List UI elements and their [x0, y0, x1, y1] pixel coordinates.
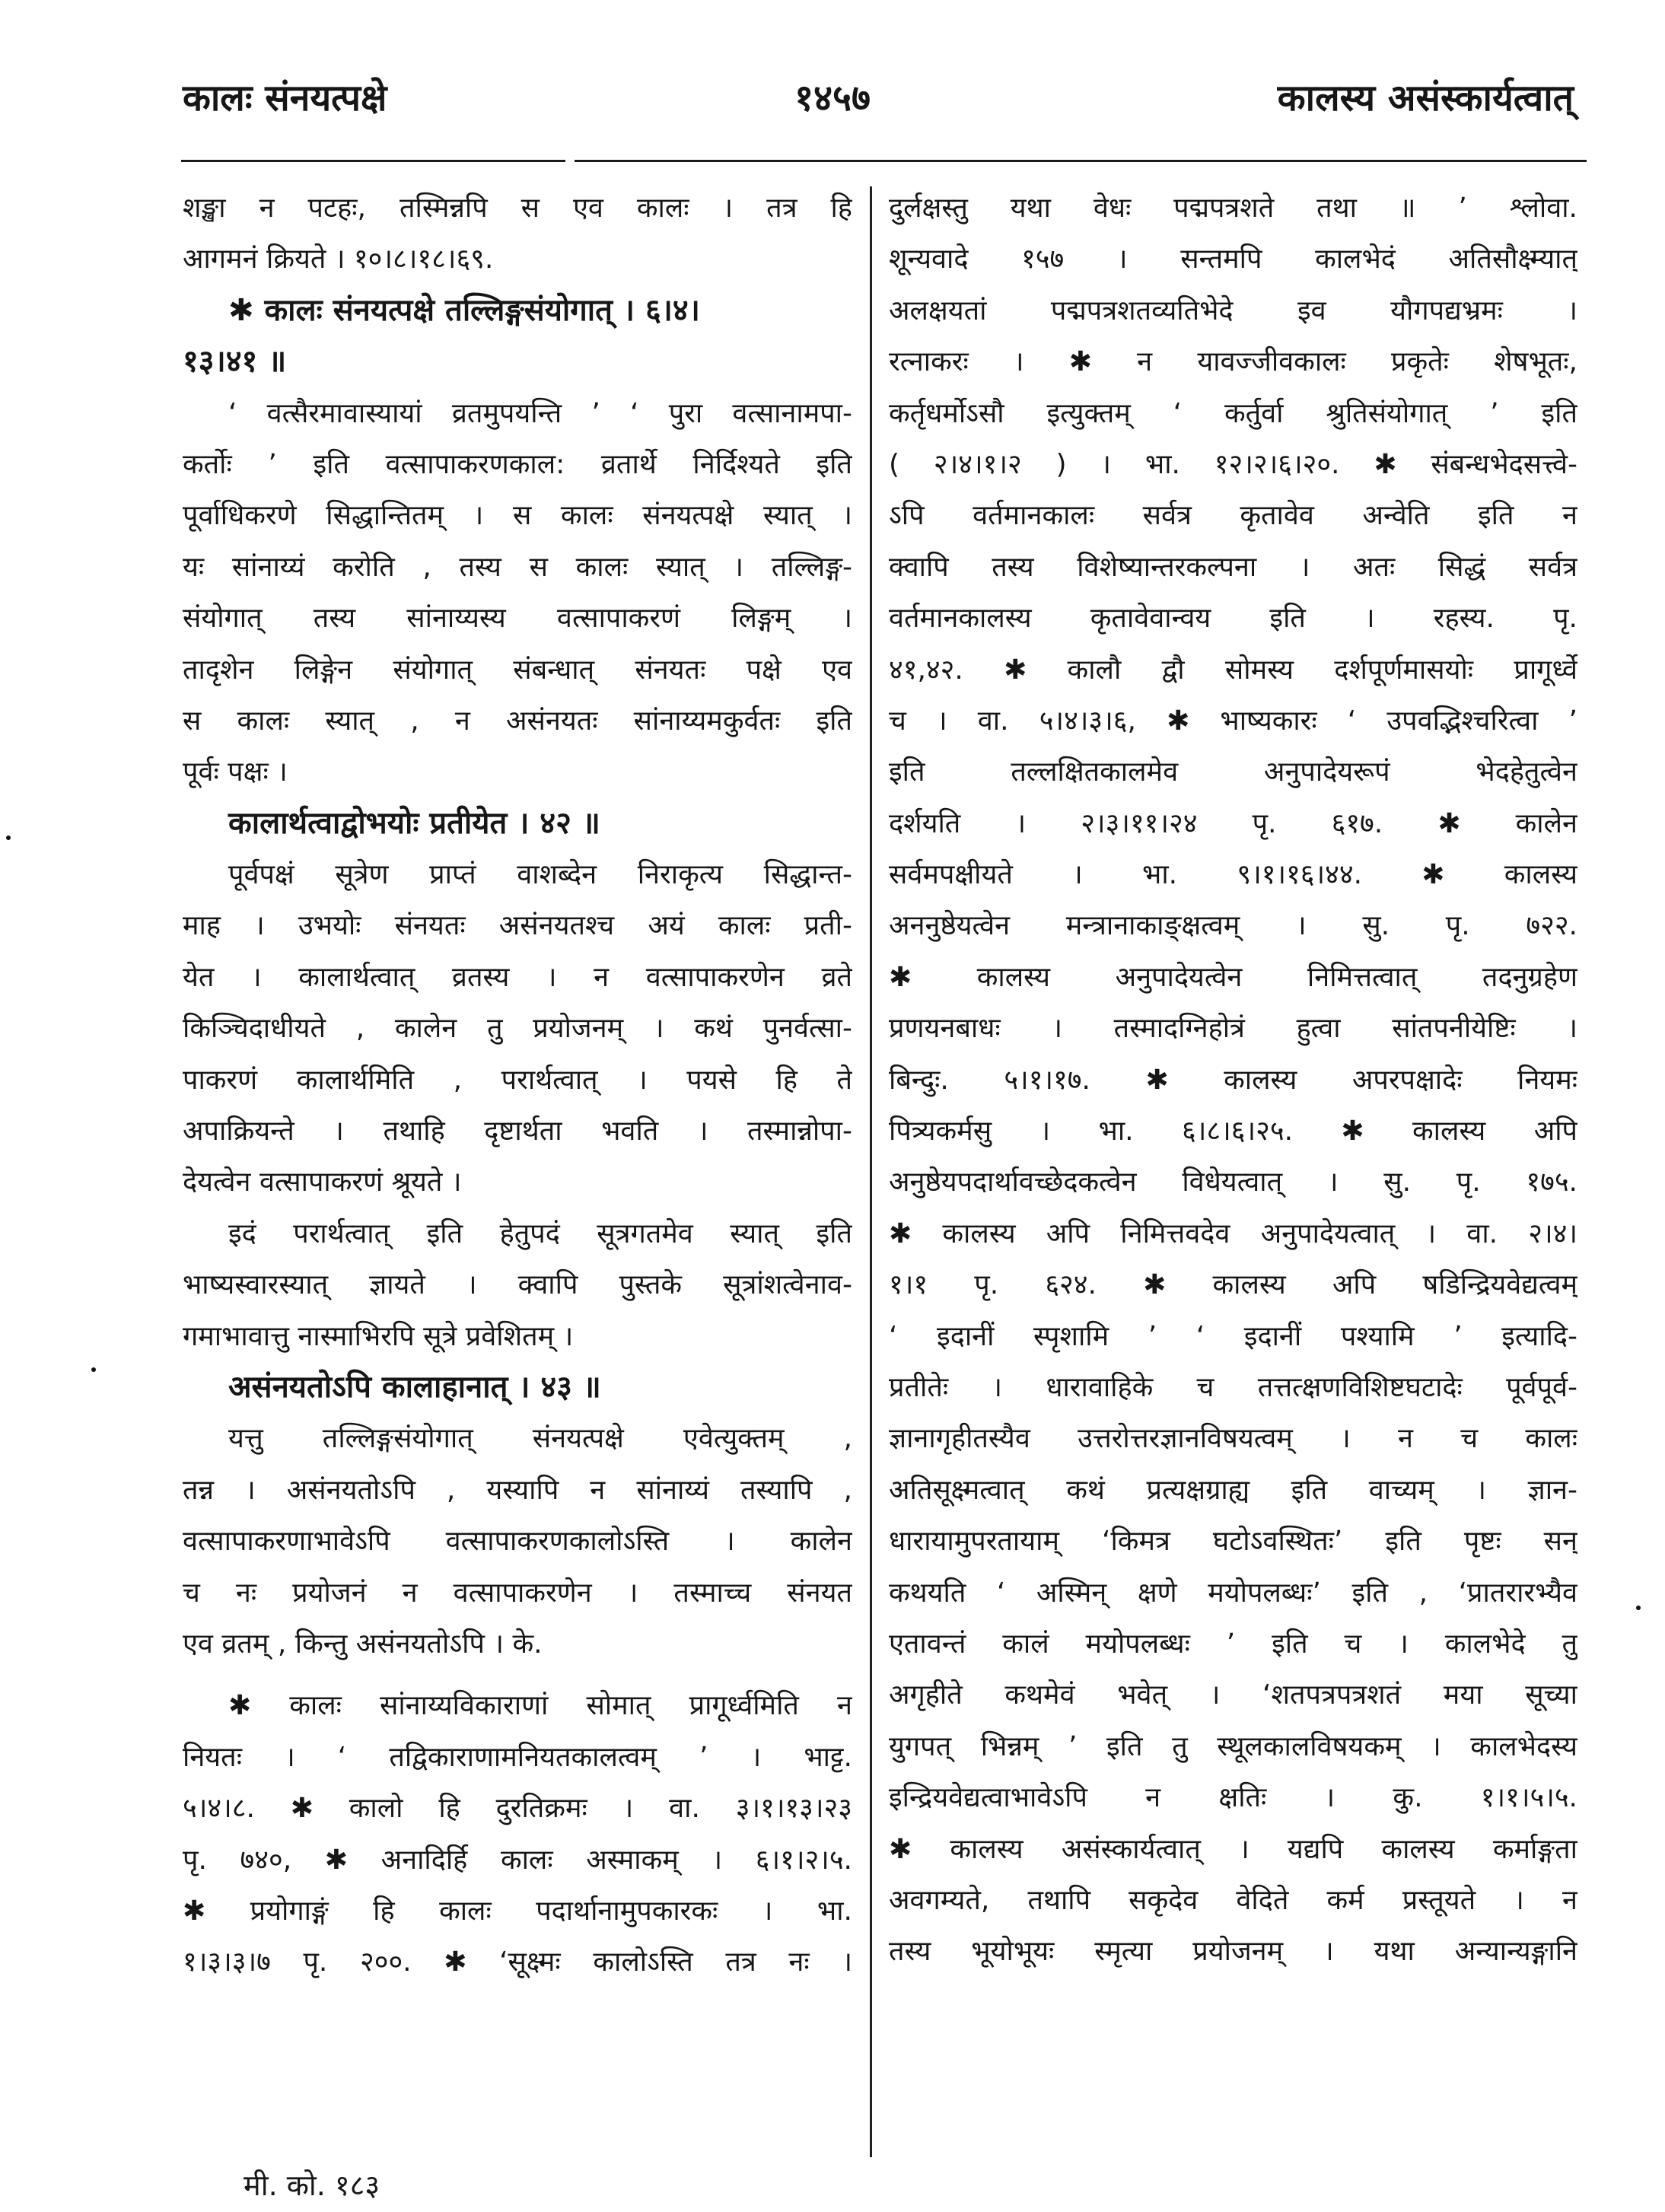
text-line: अलक्षयतां पद्मपत्रशतव्यतिभेदे इव यौगपद्यभ्रमः ।	[889, 294, 1577, 326]
text-line: पूर्वाधिकरणे सिद्धान्तितम् । स कालः संनयत्पक्षे स्यात् ।	[183, 500, 852, 532]
text-line: दर्शयति । २।३।११।२४ पृ. ६१७. ✱ कालेन	[889, 807, 1577, 839]
header-rule-left	[181, 160, 565, 162]
margin-dot	[6, 835, 11, 840]
text-line: स कालः स्यात् , न असंनयतः सांनाय्यमकुर्वतः इति	[183, 705, 852, 737]
text-line: आगमनं क्रियते । १०।८।१८।६९.	[183, 243, 494, 275]
text-line: १।३।३।७ पृ. २००. ✱ ‘सूक्ष्मः कालोऽस्ति तत्र नः ।	[183, 1946, 852, 1978]
text-line: ✱ कालस्य असंस्कार्यत्वात् । यद्यपि कालस्य कर्माङ्गता	[889, 1833, 1577, 1865]
text-line: ( २।४।१।२ ) । भा. १२।२।६।२०. ✱ संबन्धभेदसत्त्वे-	[889, 448, 1577, 480]
text-line: शङ्खा न पटहः, तस्मिन्नपि स एव कालः । तत्र हि	[183, 193, 852, 224]
text-line: कर्तृधर्मोऽसौ इत्युक्तम् ‘ कर्तुर्वा श्रुतिसंयोगात् ’ इति	[889, 397, 1577, 429]
signature-mark: मी. को. १८३	[244, 2169, 380, 2202]
text-line: इदं परार्थत्वात् इति हेतुपदं सूत्रगतमेव स्यात् इति	[228, 1217, 852, 1249]
text-line: ✱ कालस्य अनुपादेयत्वेन निमित्तत्वात् तदनुग्रहेण	[889, 961, 1577, 993]
text-line: पृ. ७४०, ✱ अनादिर्हि कालः अस्माकम् । ६।१।२।५.	[183, 1844, 852, 1876]
header-left-title: कालः संनयत्पक्षे	[183, 77, 387, 119]
text-line: ४१,४२. ✱ कालौ द्वौ सोमस्य दर्शपूर्णमासयोः प्रागूर्ध्वे	[889, 654, 1577, 686]
text-line: अवगम्यते, तथापि सकृदेव वेदिते कर्म प्रस्तूयते । न	[889, 1884, 1577, 1916]
text-line: अननुष्ठेयत्वेन मन्त्रानाकाङ्क्षत्वम् । सु. पृ. ७२२.	[889, 910, 1577, 942]
text-line: ‘ इदानीं स्पृशामि ’ ‘ इदानीं पश्यामि ’ इत्यादि-	[889, 1320, 1577, 1352]
column-divider	[870, 186, 872, 2157]
text-line: किञ्चिदाधीयते , कालेन तु प्रयोजनम् । कथं पुनर्वत्सा-	[183, 1013, 852, 1045]
text-line: ✱ कालस्य अपि निमित्तवदेव अनुपादेयत्वात् । वा. २।४।	[889, 1217, 1577, 1249]
text-line: ✱ प्रयोगाङ्गं हि कालः पदार्थानामुपकारकः । भा.	[183, 1895, 852, 1927]
text-line: १३।४१ ॥	[183, 344, 287, 380]
text-line: बिन्दुः. ५।१।१७. ✱ कालस्य अपरपक्षादेः नियमः	[889, 1064, 1577, 1096]
text-line: रत्नाकरः । ✱ न यावज्जीवकालः प्रकृतेः शेषभूतः,	[889, 346, 1577, 378]
text-line: शून्यवादे १५७ । सन्तमपि कालभेदं अतिसौक्ष्म्यात्	[889, 243, 1577, 275]
text-line: १।१ पृ. ६२४. ✱ कालस्य अपि षडिन्द्रियवेद्यत्वम्	[889, 1269, 1577, 1301]
text-line: धारायामुपरतायाम् ‘किमत्र घटोऽवस्थितः’ इति पृष्टः सन्	[889, 1526, 1577, 1558]
right-column	[889, 183, 1577, 1978]
text-line: तन्न । असंनयतोऽपि , यस्यापि न सांनाय्यं तस्यापि ,	[183, 1474, 852, 1506]
text-line: नियतः । ‘ तद्विकाराणामनियतकालत्वम् ’ । भाट्ट.	[183, 1741, 852, 1773]
text-line: कर्तोः ’ इति वत्सापाकरणकाल: व्रतार्थे निर्दिश्यते इति	[183, 448, 852, 480]
text-line: ✱ कालः सांनाय्यविकाराणां सोमात् प्रागूर्ध्वमिति न	[228, 1690, 852, 1722]
text-line: इति तल्लक्षितकालमेव अनुपादेयरूपं भेदहेतुत्वेन	[889, 756, 1577, 788]
text-line: ‘ वत्सैरमावास्यायां व्रतमुपयन्ति ’ ‘ पुरा वत्सानामपा-	[228, 397, 852, 429]
text-line: युगपत् भिन्नम् ’ इति तु स्थूलकालविषयकम् । कालभेदस्य	[889, 1730, 1577, 1762]
text-line: देयत्वेन वत्सापाकरणं श्रूयते ।	[183, 1166, 462, 1198]
text-line: कालार्थत्वाद्वोभयोः प्रतीयेत । ४२ ॥	[228, 805, 600, 841]
text-line: पूर्वः पक्षः ।	[183, 756, 288, 788]
text-line: क्वापि तस्य विशेष्यान्तरकल्पना । अतः सिद्धं सर्वत्र	[889, 551, 1577, 583]
margin-dot	[1636, 1606, 1641, 1610]
text-line: पूर्वपक्षं सूत्रेण प्राप्तं वाशब्देन निराकृत्य सिद्धान्त-	[228, 859, 852, 891]
text-line: माह । उभयोः संनयतः असंनयतश्च अयं कालः प्रती-	[183, 910, 852, 942]
text-line: एतावन्तं कालं मयोपलब्धः ’ इति च । कालभेदे तु	[889, 1628, 1577, 1660]
page-number: १४५७	[794, 77, 871, 119]
text-line: ऽपि वर्तमानकालः सर्वत्र कृतावेव अन्वेति इति न	[889, 500, 1577, 532]
margin-dot	[91, 1367, 96, 1372]
text-line: तादृशेन लिङ्गेन संयोगात् संबन्धात् संनयतः पक्षे एव	[183, 654, 852, 686]
text-line: प्रणयनबाधः । तस्मादग्निहोत्रं हुत्वा सांतपनीयेष्टिः ।	[889, 1013, 1577, 1045]
text-line: ✱ कालः संनयत्पक्षे तल्लिङ्गसंयोगात् । ६।४।	[228, 292, 700, 328]
text-line: ५।४।८. ✱ कालो हि दुरतिक्रमः । वा. ३।१।१३।२३	[183, 1793, 852, 1825]
text-line: अनुष्ठेयपदार्थावच्छेदकत्वेन विधेयत्वात् । सु. पृ. १७५.	[889, 1166, 1577, 1198]
text-line: प्रतीतेः । धारावाहिके च तत्तत्क्षणविशिष्टघटादेः पूर्वपूर्व-	[889, 1371, 1577, 1403]
text-line: एव व्रतम् , किन्तु असंनयतोऽपि । के.	[183, 1628, 543, 1660]
header-right-title: कालस्य असंस्कार्यत्वात्	[1277, 77, 1574, 119]
running-header	[0, 72, 1665, 133]
text-line: च नः प्रयोजनं न वत्सापाकरणेन । तस्माच्च संनयत	[183, 1577, 852, 1609]
text-line: असंनयतोऽपि कालाहानात् । ४३ ॥	[228, 1369, 601, 1405]
text-line: संयोगात् तस्य सांनाय्यस्य वत्सापाकरणं लिङ्गम् ।	[183, 603, 852, 635]
text-line: सर्वमपक्षीयते । भा. ९।१।१६।४४. ✱ कालस्य	[889, 859, 1577, 891]
text-line: यत्तु तल्लिङ्गसंयोगात् संनयत्पक्षे एवेत्युक्तम् ,	[228, 1423, 852, 1455]
text-line: यः सांनाय्यं करोति , तस्य स कालः स्यात् । तल्लिङ्ग-	[183, 551, 852, 583]
text-line: येत । कालार्थत्वात् व्रतस्य । न वत्सापाकरणेन व्रते	[183, 961, 852, 993]
text-line: भाष्यस्वारस्यात् ज्ञायते । क्वापि पुस्तके सूत्रांशत्वेनाव-	[183, 1269, 852, 1301]
header-rule-right	[575, 160, 1587, 162]
text-line: अतिसूक्ष्मत्वात् कथं प्रत्यक्षग्राह्य इति वाच्यम् । ज्ञान-	[889, 1474, 1577, 1506]
text-line: पित्र्यकर्मसु । भा. ६।८।६।२५. ✱ कालस्य अपि	[889, 1116, 1577, 1147]
text-line: दुर्लक्षस्तु यथा वेधः पद्मपत्रशते तथा ॥ ’ श्लोवा.	[889, 193, 1577, 224]
text-line: अपाक्रियन्ते । तथाहि दृष्टार्थता भवति । तस्मान्नोपा-	[183, 1116, 852, 1147]
text-line: कथयति ‘ अस्मिन् क्षणे मयोपलब्धः’ इति , ‘प्रातरारभ्यैव	[889, 1577, 1577, 1609]
text-line: गमाभावात्तु नास्माभिरपि सूत्रे प्रवेशितम् ।	[183, 1320, 574, 1352]
text-line: ज्ञानागृहीतस्यैव उत्तरोत्तरज्ञानविषयत्वम् । न च कालः	[889, 1423, 1577, 1455]
text-line: वत्सापाकरणाभावेऽपि वत्सापाकरणकालोऽस्ति । कालेन	[183, 1526, 852, 1558]
text-line: अगृहीते कथमेवं भवेत् । ‘शतपत्रपत्रशतं मया सूच्या	[889, 1679, 1577, 1711]
text-line: च । वा. ५।४।३।६, ✱ भाष्यकारः ‘ उपवद्भिश्चरित्वा ’	[889, 705, 1577, 737]
text-line: वर्तमानकालस्य कृतावेवान्वय इति । रहस्य. पृ.	[889, 603, 1577, 635]
text-line: इन्द्रियवेद्यत्वाभावेऽपि न क्षतिः । कु. १।१।५।५.	[889, 1782, 1577, 1814]
text-line: तस्य भूयोभूयः स्मृत्या प्रयोजनम् । यथा अन्यान्यङ्गानि	[889, 1936, 1577, 1968]
left-column	[183, 183, 852, 1988]
text-line: पाकरणं कालार्थमिति , परार्थत्वात् । पयसे हि ते	[183, 1064, 852, 1096]
